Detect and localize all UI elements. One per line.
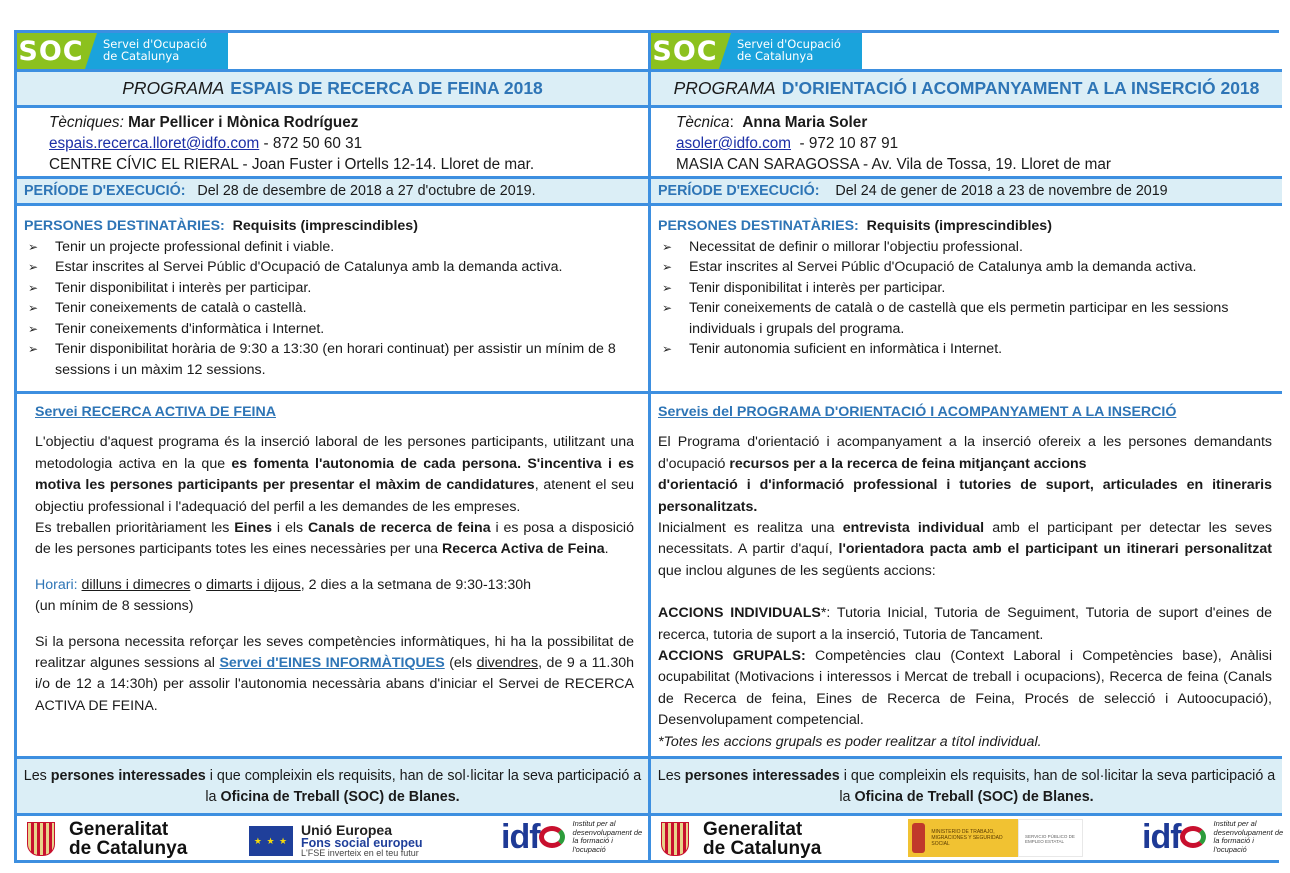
service-description	[17, 394, 648, 756]
idfo-logo	[501, 820, 643, 854]
text: (els	[444, 655, 477, 672]
text: o	[190, 576, 207, 593]
flyer-page	[14, 30, 1284, 863]
text: de Catalunya	[69, 838, 188, 859]
program-name: D'ORIENTACIÓ I ACOMPANYAMENT A LA INSERCIÓ 2018	[781, 78, 1260, 98]
text: que inclou algunes de les següents accions:	[658, 562, 936, 579]
text: amb el participant per detectar les seves necessitats. A partir d'aquí,	[658, 520, 1272, 558]
soc-slash-icon	[85, 33, 97, 69]
program-title	[651, 72, 1282, 105]
text: Inicialment es realitza una	[658, 520, 843, 537]
requirements-heading	[24, 216, 636, 237]
period-label: PERÍODE D'EXECUCIÓ:	[658, 183, 820, 199]
requirement-item: ➢ Tenir disponibilitat horària de 9:30 a 13:30 (en horari continuat) per assistir un mínim de 8 sessions i un màxim 12 sessions.	[24, 339, 636, 380]
service-paragraph-1	[35, 432, 634, 518]
text: Unió Europea	[301, 822, 393, 838]
text: Competències clau (Context Laboral i Competències base), Anàlisi ocupabilitat (Motivacions i interessos i Mercat de treball i ocupacions), Recerca de feina (Canals de Recerca de feina, Eines de Recerca de Feina, Procés de selecció i Autoocupació), Desenvolupament competencial.	[658, 648, 1272, 729]
schedule	[35, 575, 634, 618]
requirement-item: ➢ Tenir coneixements de català o castellà.	[24, 298, 636, 319]
soc-name-line2: de Catalunya	[737, 49, 814, 63]
email-link[interactable]: espais.recerca.lloret@idfo.com	[49, 135, 260, 152]
requirements-sublabel: Requisits (imprescindibles)	[232, 218, 418, 234]
contact-line	[676, 133, 1282, 154]
text: i es posa a disposició de les persones participants totes les eines necessàries per una	[35, 520, 634, 558]
service-paragraph-2	[658, 518, 1272, 582]
technician-label: Tècnica	[676, 114, 730, 131]
phone: - 872 50 60 31	[263, 135, 363, 152]
application-note	[651, 759, 1282, 813]
requirement-item: ➢ Tenir coneixements d'informàtica i Internet.	[24, 319, 636, 340]
right-column	[651, 33, 1282, 860]
text-bold: es fomenta l'autonomia de cada persona. S'incentiva i es motiva les persones participants per presentar el màxim de candidatures	[35, 455, 635, 494]
generalitat-text	[703, 820, 821, 858]
left-column	[17, 33, 648, 860]
text: i que compleixin els requisits, han de sol·licitar la seva participació a la	[205, 768, 642, 805]
service-title: Serveis del PROGRAMA D'ORIENTACIÓ I ACOMPANYAMENT A LA INSERCIÓ	[658, 404, 1177, 420]
requirement-item: ➢ Tenir disponibilitat i interès per participar.	[24, 278, 636, 299]
text-bold: Recerca Activa de Feina	[441, 541, 605, 558]
service-title: Servei RECERCA ACTIVA DE FEINA	[35, 404, 276, 420]
technician-line: Tècnica: Anna Maria Soler	[676, 114, 868, 131]
requirement-item: ➢ Tenir disponibilitat i interès per participar.	[658, 278, 1270, 299]
ministry-band	[908, 819, 1018, 857]
idfo-wordmark: idf	[501, 818, 540, 856]
text: .	[604, 541, 609, 558]
requirement-item: ➢ Estar inscrites al Servei Públic d'Ocupació de Catalunya amb la demanda activa.	[24, 257, 636, 278]
text-bold: persones interessades	[684, 768, 840, 784]
text: Les	[657, 768, 685, 784]
schedule-label: Horari:	[35, 576, 78, 593]
contact-block	[17, 108, 648, 176]
text-underline: divendres	[476, 655, 539, 672]
soc-logo	[651, 33, 862, 69]
requirement-item: ➢ Tenir autonomia suficient en informàtica i Internet.	[658, 339, 1270, 360]
soc-name-line2: de Catalunya	[103, 49, 180, 63]
schedule-note: (un mínim de 8 sessions)	[35, 598, 194, 615]
generalitat-logo	[27, 820, 187, 858]
soc-name	[97, 33, 228, 69]
period-value: Del 24 de gener de 2018 a 23 de novembre de 2019	[835, 183, 1168, 199]
technicians-label: Tècniques:	[49, 114, 124, 131]
address: MASIA CAN SARAGOSSA - Av. Vila de Tossa, 19. Lloret de mar	[676, 156, 1112, 173]
contact-block	[651, 108, 1282, 176]
text: , de 9 a 11.30h i/o de 12 a 14:30h) per assolir l'autonomia necessària abans d'iniciar el Servei de RECERCA ACTIVA DE FEINA.	[35, 655, 634, 714]
idfo-wordmark: idf	[1142, 818, 1181, 856]
period-row	[17, 179, 648, 203]
requirements-heading	[658, 216, 1270, 237]
soc-name-line1: Servei d'Ocupació	[103, 37, 207, 51]
text-bold: persones interessades	[50, 768, 206, 784]
requirements-sublabel: Requisits (imprescindibles)	[866, 218, 1052, 234]
requirement-item: ➢ Tenir coneixements de català o de castellà que els permetin participar en les sessions individuals i grupals del programa.	[658, 298, 1270, 339]
requirements-block	[17, 206, 648, 391]
application-note	[17, 759, 648, 813]
requirement-item: ➢ Necessitat de definir o millorar l'objectiu professional.	[658, 237, 1270, 258]
idfo-ring-icon	[1180, 826, 1206, 848]
individual-actions-label: ACCIONS INDIVIDUALS	[658, 605, 821, 622]
technicians-line	[49, 112, 648, 133]
schedule-option-1: dilluns i dimecres	[81, 576, 191, 593]
program-prefix: PROGRAMA	[673, 78, 776, 98]
text: i que compleixin els requisits, han de sol·licitar la seva participació a la	[839, 768, 1276, 805]
period-label: PERÍODE D'EXECUCIÓ:	[24, 183, 186, 199]
individual-actions	[658, 603, 1272, 646]
text: L'objectiu d'aquest programa és la inserció laboral de les persones participants, utilitzant una metodologia activa en la que	[35, 434, 634, 472]
ministry-logo	[908, 819, 1083, 857]
group-actions	[658, 646, 1272, 732]
text: i els	[272, 520, 308, 537]
service-description	[651, 394, 1282, 756]
text: de Catalunya	[703, 838, 822, 859]
eu-text	[301, 824, 423, 858]
sponsor-logos	[17, 816, 648, 860]
technicians-names: Mar Pellicer i Mònica Rodríguez	[128, 114, 359, 131]
soc-slash-icon	[719, 33, 731, 69]
period-value: Del 28 de desembre de 2018 a 27 d'octubre de 2019.	[197, 183, 536, 199]
text-bold: recursos per a la recerca de feina mitjançant accions	[729, 455, 1087, 472]
requirement-item: ➢ Tenir un projecte professional definit i viable.	[24, 237, 636, 258]
program-title	[17, 72, 648, 105]
soc-name-line1: Servei d'Ocupació	[737, 37, 841, 51]
requirements-block	[651, 206, 1282, 391]
spanish-coat-of-arms-icon	[912, 823, 925, 853]
program-name: ESPAIS DE RECERCA DE FEINA 2018	[230, 78, 543, 98]
catalan-flag-shield-icon	[27, 822, 55, 856]
sepe-name: SERVICIO PÚBLICO DE EMPLEO ESTATAL	[1018, 819, 1083, 857]
text-bold: entrevista individual	[842, 520, 985, 537]
idfo-subtitle: Institut per al desenvolupament de la formació i l'ocupació	[572, 819, 643, 854]
text: Generalitat	[703, 819, 803, 840]
text-bold: Eines	[234, 520, 273, 537]
text-bold: Canals de recerca de feina	[307, 520, 491, 537]
generalitat-text	[69, 820, 187, 858]
requirements-label: PERSONES DESTINATÀRIES:	[24, 218, 225, 234]
ministry-name: MINISTERIO DE TRABAJO, MIGRACIONES Y SEGURIDAD SOCIAL	[931, 829, 1003, 847]
period-row	[651, 179, 1282, 203]
phone: - 972 10 87 91	[795, 135, 899, 152]
address: CENTRE CÍVIC EL RIERAL - Joan Fuster i Ortells 12-14. Lloret de mar.	[49, 156, 535, 173]
email-link[interactable]: asoler@idfo.com	[676, 135, 792, 152]
eu-logo	[249, 824, 423, 858]
text: Es treballen prioritàriament les	[35, 520, 235, 537]
soc-mark: SOC	[17, 33, 85, 69]
soc-logo	[17, 33, 228, 69]
text: L'FSE inverteix en el teu futur	[301, 848, 419, 858]
office-name: Oficina de Treball (SOC) de Blanes.	[854, 789, 1094, 805]
idfo-logo	[1142, 820, 1284, 854]
group-actions-label: ACCIONS GRUPALS:	[658, 648, 806, 665]
service-paragraph-3	[35, 632, 634, 718]
soc-logo-row	[651, 33, 1282, 69]
text: Fons social europeu	[301, 836, 423, 850]
program-prefix: PROGRAMA	[122, 78, 225, 98]
requirements-list	[24, 237, 636, 381]
requirements-label: PERSONES DESTINATÀRIES:	[658, 218, 859, 234]
idfo-subtitle: Institut per al desenvolupament de la formació i l'ocupació	[1213, 819, 1284, 854]
text-bold: l'orientadora pacta amb el participant un itinerari personalitzat	[838, 541, 1272, 558]
service-paragraph-2	[35, 518, 634, 561]
idfo-ring-icon	[539, 826, 565, 848]
catalan-flag-shield-icon	[661, 822, 689, 856]
text: *: Tutoria Inicial, Tutoria de Seguiment, Tutoria de suport d'eines de recerca, tutoria de suport a la inserció, Tutoria de Tancament.	[658, 605, 1272, 643]
soc-mark: SOC	[651, 33, 719, 69]
technician-name: Anna Maria Soler	[742, 114, 868, 131]
actions-note: *Totes les accions grupals es poder realitzar a títol individual.	[658, 733, 1042, 750]
tools-service-link[interactable]: Servei d'EINES INFORMÀTIQUES	[219, 655, 445, 672]
text: Generalitat	[69, 819, 169, 840]
sponsor-logos	[651, 816, 1282, 860]
soc-logo-row	[17, 33, 648, 69]
schedule-option-2: dimarts i dijous	[206, 576, 301, 593]
requirements-list	[658, 237, 1270, 360]
service-paragraph-1	[658, 432, 1272, 518]
text-bold: d'orientació i d'informació professional i tutories de suport, articulades en itineraris personalitzats.	[658, 477, 1272, 515]
two-column-grid	[14, 30, 1284, 863]
generalitat-logo	[661, 820, 821, 858]
text: , 2 dies a la setmana de 9:30-13:30h	[300, 576, 532, 593]
soc-name	[731, 33, 862, 69]
text: , atenent el seu objectiu professional i l'adequació del perfil a les demandes de les empreses.	[35, 477, 634, 515]
requirement-item: ➢ Estar inscrites al Servei Públic d'Ocupació de Catalunya amb la demanda activa.	[658, 257, 1270, 278]
text: Si la persona necessita reforçar les seves competències informàtiques, hi ha la possibilitat de realitzar algunes sessions al	[35, 633, 634, 672]
office-name: Oficina de Treball (SOC) de Blanes.	[220, 789, 460, 805]
eu-flag-icon: ★ ★ ★	[249, 826, 293, 856]
text: El Programa d'orientació i acompanyament a la inserció ofereix a les persones demandants d'ocupació	[658, 434, 1272, 472]
text: Les	[23, 768, 51, 784]
contact-line	[49, 133, 648, 154]
